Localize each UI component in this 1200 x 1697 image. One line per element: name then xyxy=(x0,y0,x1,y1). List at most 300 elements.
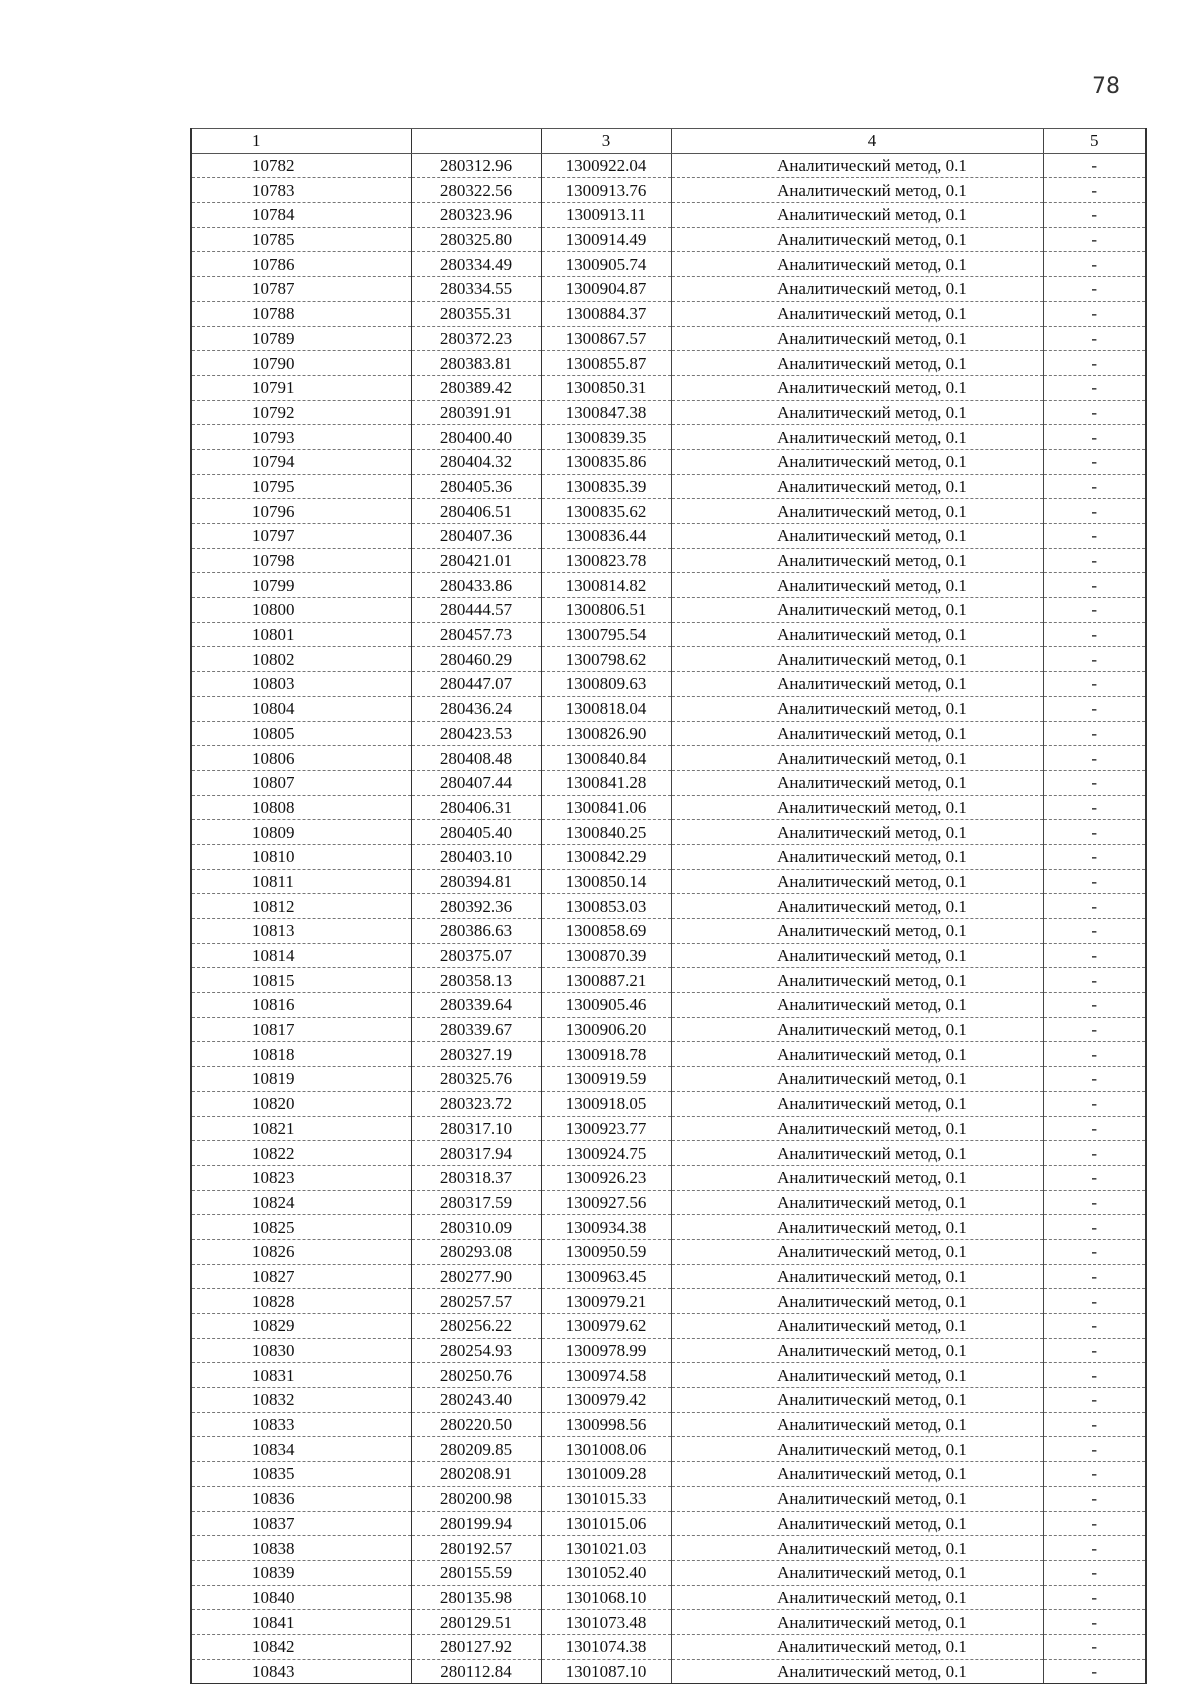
y-coordinate-cell: 1300818.04 xyxy=(541,696,671,721)
note-cell: - xyxy=(1043,573,1146,598)
point-number-cell: 10843 xyxy=(191,1659,411,1684)
note-cell: - xyxy=(1043,1314,1146,1339)
note-cell: - xyxy=(1043,943,1146,968)
method-cell: Аналитический метод, 0.1 xyxy=(671,1215,1043,1240)
method-cell: Аналитический метод, 0.1 xyxy=(671,178,1043,203)
table-row xyxy=(191,153,1146,178)
note-cell: - xyxy=(1043,993,1146,1018)
method-cell: Аналитический метод, 0.1 xyxy=(671,1536,1043,1561)
note-cell: - xyxy=(1043,672,1146,697)
point-number-cell: 10835 xyxy=(191,1462,411,1487)
y-coordinate-cell: 1300905.46 xyxy=(541,993,671,1018)
point-number-cell: 10808 xyxy=(191,795,411,820)
method-cell: Аналитический метод, 0.1 xyxy=(671,1585,1043,1610)
note-cell: - xyxy=(1043,894,1146,919)
method-cell: Аналитический метод, 0.1 xyxy=(671,1659,1043,1684)
note-cell: - xyxy=(1043,598,1146,623)
note-cell: - xyxy=(1043,227,1146,252)
method-cell: Аналитический метод, 0.1 xyxy=(671,1610,1043,1635)
point-number-cell: 10805 xyxy=(191,721,411,746)
x-coordinate-cell: 280256.22 xyxy=(411,1314,541,1339)
note-cell: - xyxy=(1043,746,1146,771)
x-coordinate-cell: 280405.40 xyxy=(411,820,541,845)
y-coordinate-cell: 1300855.87 xyxy=(541,351,671,376)
method-cell: Аналитический метод, 0.1 xyxy=(671,375,1043,400)
y-coordinate-cell: 1300847.38 xyxy=(541,400,671,425)
point-number-cell: 10823 xyxy=(191,1165,411,1190)
y-coordinate-cell: 1300795.54 xyxy=(541,622,671,647)
point-number-cell: 10807 xyxy=(191,770,411,795)
note-cell: - xyxy=(1043,449,1146,474)
y-coordinate-cell: 1300809.63 xyxy=(541,672,671,697)
table-row xyxy=(191,252,1146,277)
point-number-cell: 10803 xyxy=(191,672,411,697)
x-coordinate-cell: 280323.72 xyxy=(411,1091,541,1116)
method-cell: Аналитический метод, 0.1 xyxy=(671,672,1043,697)
table-row xyxy=(191,375,1146,400)
method-cell: Аналитический метод, 0.1 xyxy=(671,919,1043,944)
y-coordinate-cell: 1301009.28 xyxy=(541,1462,671,1487)
point-number-cell: 10826 xyxy=(191,1239,411,1264)
point-number-cell: 10837 xyxy=(191,1511,411,1536)
table-row xyxy=(191,449,1146,474)
table-row xyxy=(191,919,1146,944)
y-coordinate-cell: 1300836.44 xyxy=(541,524,671,549)
x-coordinate-cell: 280460.29 xyxy=(411,647,541,672)
y-coordinate-cell: 1300927.56 xyxy=(541,1190,671,1215)
method-cell: Аналитический метод, 0.1 xyxy=(671,1511,1043,1536)
point-number-cell: 10800 xyxy=(191,598,411,623)
table-row xyxy=(191,1560,1146,1585)
x-coordinate-cell: 280129.51 xyxy=(411,1610,541,1635)
table-header-row xyxy=(191,129,1146,154)
x-coordinate-cell: 280436.24 xyxy=(411,696,541,721)
table-row xyxy=(191,1610,1146,1635)
table-row xyxy=(191,227,1146,252)
y-coordinate-cell: 1300979.62 xyxy=(541,1314,671,1339)
method-cell: Аналитический метод, 0.1 xyxy=(671,252,1043,277)
table-row xyxy=(191,1585,1146,1610)
y-coordinate-cell: 1300918.05 xyxy=(541,1091,671,1116)
note-cell: - xyxy=(1043,1289,1146,1314)
note-cell: - xyxy=(1043,1116,1146,1141)
column-header-2 xyxy=(411,129,541,154)
y-coordinate-cell: 1301068.10 xyxy=(541,1585,671,1610)
table-row xyxy=(191,795,1146,820)
method-cell: Аналитический метод, 0.1 xyxy=(671,1239,1043,1264)
table-row xyxy=(191,1388,1146,1413)
column-header-4: 4 xyxy=(671,129,1043,154)
table-body xyxy=(191,153,1146,1684)
method-cell: Аналитический метод, 0.1 xyxy=(671,770,1043,795)
table-row xyxy=(191,499,1146,524)
table-row xyxy=(191,178,1146,203)
x-coordinate-cell: 280127.92 xyxy=(411,1634,541,1659)
point-number-cell: 10784 xyxy=(191,203,411,228)
method-cell: Аналитический метод, 0.1 xyxy=(671,1017,1043,1042)
method-cell: Аналитический метод, 0.1 xyxy=(671,1165,1043,1190)
note-cell: - xyxy=(1043,1165,1146,1190)
note-cell: - xyxy=(1043,622,1146,647)
method-cell: Аналитический метод, 0.1 xyxy=(671,425,1043,450)
y-coordinate-cell: 1300840.25 xyxy=(541,820,671,845)
table-row xyxy=(191,844,1146,869)
table-row xyxy=(191,1116,1146,1141)
table-row xyxy=(191,943,1146,968)
point-number-cell: 10788 xyxy=(191,301,411,326)
point-number-cell: 10809 xyxy=(191,820,411,845)
point-number-cell: 10801 xyxy=(191,622,411,647)
point-number-cell: 10825 xyxy=(191,1215,411,1240)
point-number-cell: 10830 xyxy=(191,1338,411,1363)
note-cell: - xyxy=(1043,1486,1146,1511)
table-row xyxy=(191,1042,1146,1067)
y-coordinate-cell: 1300853.03 xyxy=(541,894,671,919)
x-coordinate-cell: 280444.57 xyxy=(411,598,541,623)
y-coordinate-cell: 1300839.35 xyxy=(541,425,671,450)
note-cell: - xyxy=(1043,1388,1146,1413)
x-coordinate-cell: 280389.42 xyxy=(411,375,541,400)
point-number-cell: 10797 xyxy=(191,524,411,549)
note-cell: - xyxy=(1043,1363,1146,1388)
note-cell: - xyxy=(1043,968,1146,993)
x-coordinate-cell: 280322.56 xyxy=(411,178,541,203)
y-coordinate-cell: 1300934.38 xyxy=(541,1215,671,1240)
x-coordinate-cell: 280318.37 xyxy=(411,1165,541,1190)
x-coordinate-cell: 280406.51 xyxy=(411,499,541,524)
point-number-cell: 10793 xyxy=(191,425,411,450)
table-row xyxy=(191,721,1146,746)
method-cell: Аналитический метод, 0.1 xyxy=(671,721,1043,746)
table-row xyxy=(191,1536,1146,1561)
x-coordinate-cell: 280339.64 xyxy=(411,993,541,1018)
point-number-cell: 10802 xyxy=(191,647,411,672)
point-number-cell: 10785 xyxy=(191,227,411,252)
note-cell: - xyxy=(1043,1659,1146,1684)
method-cell: Аналитический метод, 0.1 xyxy=(671,1314,1043,1339)
method-cell: Аналитический метод, 0.1 xyxy=(671,943,1043,968)
point-number-cell: 10821 xyxy=(191,1116,411,1141)
table-row xyxy=(191,326,1146,351)
table-row xyxy=(191,1462,1146,1487)
y-coordinate-cell: 1301015.33 xyxy=(541,1486,671,1511)
point-number-cell: 10814 xyxy=(191,943,411,968)
point-number-cell: 10840 xyxy=(191,1585,411,1610)
table-row xyxy=(191,524,1146,549)
y-coordinate-cell: 1300918.78 xyxy=(541,1042,671,1067)
point-number-cell: 10819 xyxy=(191,1067,411,1092)
note-cell: - xyxy=(1043,1610,1146,1635)
y-coordinate-cell: 1300806.51 xyxy=(541,598,671,623)
y-coordinate-cell: 1300867.57 xyxy=(541,326,671,351)
x-coordinate-cell: 280339.67 xyxy=(411,1017,541,1042)
y-coordinate-cell: 1300950.59 xyxy=(541,1239,671,1264)
x-coordinate-cell: 280254.93 xyxy=(411,1338,541,1363)
point-number-cell: 10792 xyxy=(191,400,411,425)
point-number-cell: 10833 xyxy=(191,1412,411,1437)
y-coordinate-cell: 1300913.11 xyxy=(541,203,671,228)
method-cell: Аналитический метод, 0.1 xyxy=(671,1091,1043,1116)
point-number-cell: 10839 xyxy=(191,1560,411,1585)
method-cell: Аналитический метод, 0.1 xyxy=(671,474,1043,499)
y-coordinate-cell: 1300858.69 xyxy=(541,919,671,944)
note-cell: - xyxy=(1043,425,1146,450)
note-cell: - xyxy=(1043,1264,1146,1289)
method-cell: Аналитический метод, 0.1 xyxy=(671,968,1043,993)
table-row xyxy=(191,1190,1146,1215)
point-number-cell: 10815 xyxy=(191,968,411,993)
point-number-cell: 10796 xyxy=(191,499,411,524)
table-row xyxy=(191,203,1146,228)
x-coordinate-cell: 280208.91 xyxy=(411,1462,541,1487)
y-coordinate-cell: 1301008.06 xyxy=(541,1437,671,1462)
x-coordinate-cell: 280421.01 xyxy=(411,548,541,573)
table-row xyxy=(191,1659,1146,1684)
method-cell: Аналитический метод, 0.1 xyxy=(671,1289,1043,1314)
x-coordinate-cell: 280325.80 xyxy=(411,227,541,252)
x-coordinate-cell: 280334.55 xyxy=(411,277,541,302)
x-coordinate-cell: 280317.10 xyxy=(411,1116,541,1141)
method-cell: Аналитический метод, 0.1 xyxy=(671,869,1043,894)
method-cell: Аналитический метод, 0.1 xyxy=(671,1560,1043,1585)
x-coordinate-cell: 280192.57 xyxy=(411,1536,541,1561)
x-coordinate-cell: 280406.31 xyxy=(411,795,541,820)
x-coordinate-cell: 280277.90 xyxy=(411,1264,541,1289)
table-row xyxy=(191,968,1146,993)
point-number-cell: 10798 xyxy=(191,548,411,573)
x-coordinate-cell: 280372.23 xyxy=(411,326,541,351)
point-number-cell: 10842 xyxy=(191,1634,411,1659)
y-coordinate-cell: 1300905.74 xyxy=(541,252,671,277)
table-row xyxy=(191,425,1146,450)
y-coordinate-cell: 1301015.06 xyxy=(541,1511,671,1536)
y-coordinate-cell: 1300850.31 xyxy=(541,375,671,400)
table-row xyxy=(191,1215,1146,1240)
point-number-cell: 10838 xyxy=(191,1536,411,1561)
x-coordinate-cell: 280355.31 xyxy=(411,301,541,326)
y-coordinate-cell: 1300904.87 xyxy=(541,277,671,302)
point-number-cell: 10828 xyxy=(191,1289,411,1314)
table-row xyxy=(191,573,1146,598)
x-coordinate-cell: 280327.19 xyxy=(411,1042,541,1067)
method-cell: Аналитический метод, 0.1 xyxy=(671,1116,1043,1141)
x-coordinate-cell: 280400.40 xyxy=(411,425,541,450)
y-coordinate-cell: 1300963.45 xyxy=(541,1264,671,1289)
method-cell: Аналитический метод, 0.1 xyxy=(671,400,1043,425)
point-number-cell: 10831 xyxy=(191,1363,411,1388)
x-coordinate-cell: 280199.94 xyxy=(411,1511,541,1536)
x-coordinate-cell: 280317.59 xyxy=(411,1190,541,1215)
point-number-cell: 10812 xyxy=(191,894,411,919)
note-cell: - xyxy=(1043,548,1146,573)
note-cell: - xyxy=(1043,1536,1146,1561)
y-coordinate-cell: 1300814.82 xyxy=(541,573,671,598)
point-number-cell: 10810 xyxy=(191,844,411,869)
y-coordinate-cell: 1300835.39 xyxy=(541,474,671,499)
y-coordinate-cell: 1301087.10 xyxy=(541,1659,671,1684)
x-coordinate-cell: 280404.32 xyxy=(411,449,541,474)
note-cell: - xyxy=(1043,1215,1146,1240)
x-coordinate-cell: 280250.76 xyxy=(411,1363,541,1388)
method-cell: Аналитический метод, 0.1 xyxy=(671,524,1043,549)
table-row xyxy=(191,301,1146,326)
method-cell: Аналитический метод, 0.1 xyxy=(671,1437,1043,1462)
note-cell: - xyxy=(1043,178,1146,203)
point-number-cell: 10786 xyxy=(191,252,411,277)
point-number-cell: 10818 xyxy=(191,1042,411,1067)
note-cell: - xyxy=(1043,1042,1146,1067)
point-number-cell: 10804 xyxy=(191,696,411,721)
y-coordinate-cell: 1301052.40 xyxy=(541,1560,671,1585)
method-cell: Аналитический метод, 0.1 xyxy=(671,820,1043,845)
point-number-cell: 10783 xyxy=(191,178,411,203)
x-coordinate-cell: 280391.91 xyxy=(411,400,541,425)
table-row xyxy=(191,277,1146,302)
table-row xyxy=(191,400,1146,425)
point-number-cell: 10836 xyxy=(191,1486,411,1511)
note-cell: - xyxy=(1043,1511,1146,1536)
x-coordinate-cell: 280394.81 xyxy=(411,869,541,894)
method-cell: Аналитический метод, 0.1 xyxy=(671,1338,1043,1363)
method-cell: Аналитический метод, 0.1 xyxy=(671,1634,1043,1659)
method-cell: Аналитический метод, 0.1 xyxy=(671,499,1043,524)
y-coordinate-cell: 1300850.14 xyxy=(541,869,671,894)
note-cell: - xyxy=(1043,252,1146,277)
x-coordinate-cell: 280243.40 xyxy=(411,1388,541,1413)
note-cell: - xyxy=(1043,820,1146,845)
point-number-cell: 10816 xyxy=(191,993,411,1018)
table-row xyxy=(191,1067,1146,1092)
table-row xyxy=(191,746,1146,771)
y-coordinate-cell: 1300979.42 xyxy=(541,1388,671,1413)
method-cell: Аналитический метод, 0.1 xyxy=(671,153,1043,178)
table-row xyxy=(191,1141,1146,1166)
table-row xyxy=(191,820,1146,845)
x-coordinate-cell: 280312.96 xyxy=(411,153,541,178)
method-cell: Аналитический метод, 0.1 xyxy=(671,277,1043,302)
x-coordinate-cell: 280317.94 xyxy=(411,1141,541,1166)
method-cell: Аналитический метод, 0.1 xyxy=(671,203,1043,228)
table-row xyxy=(191,1338,1146,1363)
point-number-cell: 10824 xyxy=(191,1190,411,1215)
point-number-cell: 10790 xyxy=(191,351,411,376)
method-cell: Аналитический метод, 0.1 xyxy=(671,326,1043,351)
x-coordinate-cell: 280433.86 xyxy=(411,573,541,598)
point-number-cell: 10799 xyxy=(191,573,411,598)
note-cell: - xyxy=(1043,770,1146,795)
method-cell: Аналитический метод, 0.1 xyxy=(671,449,1043,474)
y-coordinate-cell: 1301073.48 xyxy=(541,1610,671,1635)
method-cell: Аналитический метод, 0.1 xyxy=(671,301,1043,326)
x-coordinate-cell: 280155.59 xyxy=(411,1560,541,1585)
y-coordinate-cell: 1301074.38 xyxy=(541,1634,671,1659)
y-coordinate-cell: 1300914.49 xyxy=(541,227,671,252)
table-row xyxy=(191,894,1146,919)
y-coordinate-cell: 1300842.29 xyxy=(541,844,671,869)
y-coordinate-cell: 1300906.20 xyxy=(541,1017,671,1042)
y-coordinate-cell: 1300826.90 xyxy=(541,721,671,746)
table-row xyxy=(191,770,1146,795)
table-row xyxy=(191,1437,1146,1462)
method-cell: Аналитический метод, 0.1 xyxy=(671,548,1043,573)
table-row xyxy=(191,1165,1146,1190)
note-cell: - xyxy=(1043,869,1146,894)
table-row xyxy=(191,1289,1146,1314)
table-row xyxy=(191,1264,1146,1289)
method-cell: Аналитический метод, 0.1 xyxy=(671,993,1043,1018)
y-coordinate-cell: 1300841.28 xyxy=(541,770,671,795)
y-coordinate-cell: 1300798.62 xyxy=(541,647,671,672)
x-coordinate-cell: 280408.48 xyxy=(411,746,541,771)
point-number-cell: 10822 xyxy=(191,1141,411,1166)
x-coordinate-cell: 280112.84 xyxy=(411,1659,541,1684)
x-coordinate-cell: 280325.76 xyxy=(411,1067,541,1092)
table-row xyxy=(191,672,1146,697)
method-cell: Аналитический метод, 0.1 xyxy=(671,894,1043,919)
x-coordinate-cell: 280323.96 xyxy=(411,203,541,228)
table-row xyxy=(191,1412,1146,1437)
y-coordinate-cell: 1300870.39 xyxy=(541,943,671,968)
table-row xyxy=(191,1239,1146,1264)
note-cell: - xyxy=(1043,1412,1146,1437)
note-cell: - xyxy=(1043,524,1146,549)
table-row xyxy=(191,1511,1146,1536)
method-cell: Аналитический метод, 0.1 xyxy=(671,1190,1043,1215)
note-cell: - xyxy=(1043,1141,1146,1166)
point-number-cell: 10782 xyxy=(191,153,411,178)
table-row xyxy=(191,474,1146,499)
note-cell: - xyxy=(1043,203,1146,228)
x-coordinate-cell: 280386.63 xyxy=(411,919,541,944)
note-cell: - xyxy=(1043,1585,1146,1610)
note-cell: - xyxy=(1043,1437,1146,1462)
point-number-cell: 10811 xyxy=(191,869,411,894)
note-cell: - xyxy=(1043,474,1146,499)
x-coordinate-cell: 280257.57 xyxy=(411,1289,541,1314)
point-number-cell: 10827 xyxy=(191,1264,411,1289)
y-coordinate-cell: 1300978.99 xyxy=(541,1338,671,1363)
y-coordinate-cell: 1300823.78 xyxy=(541,548,671,573)
method-cell: Аналитический метод, 0.1 xyxy=(671,1462,1043,1487)
page-number: 78 xyxy=(1092,74,1120,99)
point-number-cell: 10832 xyxy=(191,1388,411,1413)
x-coordinate-cell: 280135.98 xyxy=(411,1585,541,1610)
point-number-cell: 10806 xyxy=(191,746,411,771)
method-cell: Аналитический метод, 0.1 xyxy=(671,647,1043,672)
x-coordinate-cell: 280383.81 xyxy=(411,351,541,376)
note-cell: - xyxy=(1043,153,1146,178)
note-cell: - xyxy=(1043,647,1146,672)
coordinates-table xyxy=(190,128,1147,1684)
note-cell: - xyxy=(1043,375,1146,400)
x-coordinate-cell: 280407.36 xyxy=(411,524,541,549)
x-coordinate-cell: 280392.36 xyxy=(411,894,541,919)
table-row xyxy=(191,869,1146,894)
table-row xyxy=(191,1091,1146,1116)
note-cell: - xyxy=(1043,696,1146,721)
y-coordinate-cell: 1300887.21 xyxy=(541,968,671,993)
x-coordinate-cell: 280457.73 xyxy=(411,622,541,647)
method-cell: Аналитический метод, 0.1 xyxy=(671,746,1043,771)
y-coordinate-cell: 1300913.76 xyxy=(541,178,671,203)
point-number-cell: 10794 xyxy=(191,449,411,474)
note-cell: - xyxy=(1043,1634,1146,1659)
method-cell: Аналитический метод, 0.1 xyxy=(671,1363,1043,1388)
method-cell: Аналитический метод, 0.1 xyxy=(671,696,1043,721)
method-cell: Аналитический метод, 0.1 xyxy=(671,351,1043,376)
column-header-5: 5 xyxy=(1043,129,1146,154)
point-number-cell: 10791 xyxy=(191,375,411,400)
